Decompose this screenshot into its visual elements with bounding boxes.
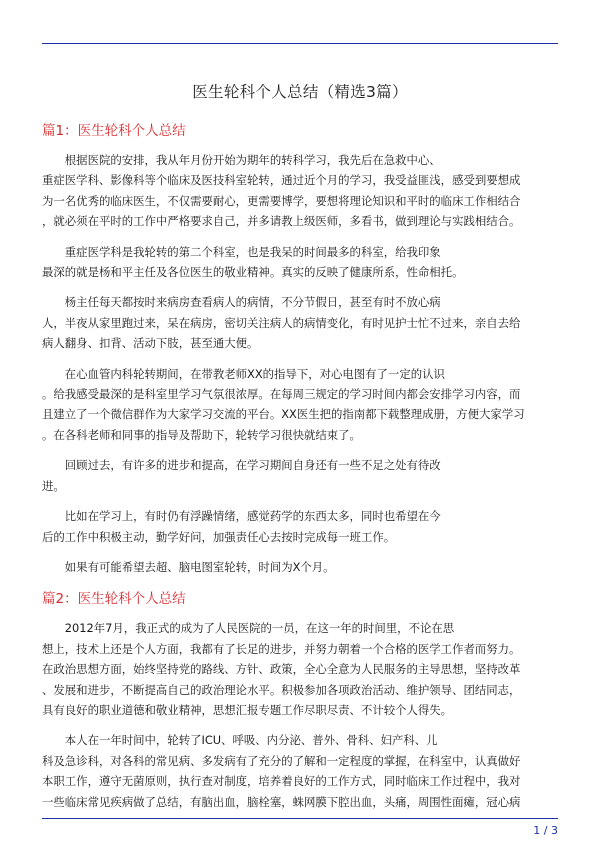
section-heading-2: 篇2：医生轮科个人总结 — [42, 591, 186, 608]
text-line: 进。 — [42, 478, 65, 493]
footer-rule — [42, 818, 558, 819]
document-page — [42, 60, 558, 822]
document-title: 医生轮科个人总结（精选3篇） — [192, 83, 408, 101]
text-line: 杨主任每天都按时来病房查看病人的病情，不分节假日，甚至有时不放心病 — [42, 295, 441, 310]
text-line: 重症医学科、影像科等个临床及医技科室轮转，通过近个月的学习，我受益匪浅，感受到要想成 — [42, 173, 521, 188]
text-line: 最深的就是杨和平主任及各位医生的敬业精神。真实的反映了健康所系，性命相托。 — [42, 265, 464, 280]
paragraph — [42, 455, 558, 496]
text-line: 想上，技术上还是个人方面，我都有了长足的进步，并努力朝着一个合格的医学工作者而努力。 — [42, 641, 521, 656]
text-line: 回顾过去，有许多的进步和提高，在学习期间自身还有一些不足之处有待改 — [42, 458, 441, 473]
text-line: 。在各科老师和同事的指导及帮助下，轮转学习很快就结束了。 — [42, 427, 361, 442]
paragraph — [42, 364, 558, 446]
text-line: 2012年7月，我正式的成为了人民医院的一员，在这一年的时间里，不论在思 — [42, 621, 455, 636]
text-line: 一些临床常见疾病做了总结，有脑出血，脑栓塞，蛛网膜下腔出血，头痛，周围性面瘫，冠心病 — [42, 794, 521, 809]
text-line: 具有良好的职业道德和敬业精神，思想汇报专题工作尽职尽责、不计较个人得失。 — [42, 702, 453, 717]
paragraph — [42, 150, 558, 232]
page-number: 1 / 3 — [533, 824, 558, 837]
text-line: 如果有可能希望去超、脑电图室轮转，时间为X个月。 — [42, 559, 335, 574]
paragraph — [42, 292, 558, 353]
paragraph — [42, 730, 558, 812]
paragraph — [42, 242, 558, 283]
paragraph — [42, 557, 558, 577]
text-line: 、发展和进步，不断提高自己的政治理论水平。积极参加各项政治活动、维护领导、团结同志， — [42, 682, 521, 697]
text-line: 科及急诊科，对各科的常见病、多发病有了充分的了解和一定程度的掌握，在科室中，认真做好 — [42, 753, 521, 768]
text-line: 且建立了一个微信群作为大家学习交流的平台。XX医生把的指南都下载整理成册，方便大家学习 — [42, 407, 525, 422]
text-line: 在心血管内科轮转期间，在带教老师XX的指导下，对心电图有了一定的认识 — [42, 366, 445, 381]
paragraph — [42, 506, 558, 547]
text-line: 人，半夜从家里跑过来，呆在病房，密切关注病人的病情变化，有时见护士忙不过来，亲自去给 — [42, 315, 521, 330]
section-heading-1: 篇1：医生轮科个人总结 — [42, 123, 186, 139]
text-line: 在政治思想方面，始终坚持党的路线、方针、政策，全心全意为人民服务的主导思想，坚持改革 — [42, 662, 521, 677]
header-rule — [42, 43, 558, 44]
text-line: 为一名优秀的临床医生，不仅需要耐心，更需要博学，要想将理论知识和平时的临床工作相结合 — [42, 193, 521, 208]
paragraph — [42, 618, 558, 720]
text-line: 重症医学科是我轮转的第二个科室，也是我呆的时间最多的科室，给我印象 — [42, 244, 441, 259]
text-line: ，就必须在平时的工作中严格要求自己，并多请教上级医师，多看书，做到理论与实践相结合。 — [42, 214, 521, 229]
text-line: 本职工作，遵守无菌原则，执行查对制度，培养着良好的工作方式，同时临床工作过程中，我对 — [42, 774, 521, 789]
text-line: 后的工作中积极主动，勤学好问，加强责任心去按时完成每一班工作。 — [42, 529, 396, 544]
text-line: 本人在一年时间中，轮转了ICU、呼吸、内分泌、普外、骨科、妇产科、儿 — [42, 733, 438, 748]
text-line: 根据医院的安排，我从年月份开始为期年的转科学习，我先后在急救中心、 — [42, 153, 441, 167]
text-line: 比如在学习上，有时仍有浮躁情绪，感觉药学的东西太多，同时也希望在今 — [42, 509, 441, 524]
text-line: 病人翻身、扣背、活动下肢，甚至通大便。 — [42, 336, 259, 351]
text-line: 。给我感受最深的是科室里学习气氛很浓厚。在每周三规定的学习时间内都会安排学习内容，而 — [42, 387, 521, 402]
